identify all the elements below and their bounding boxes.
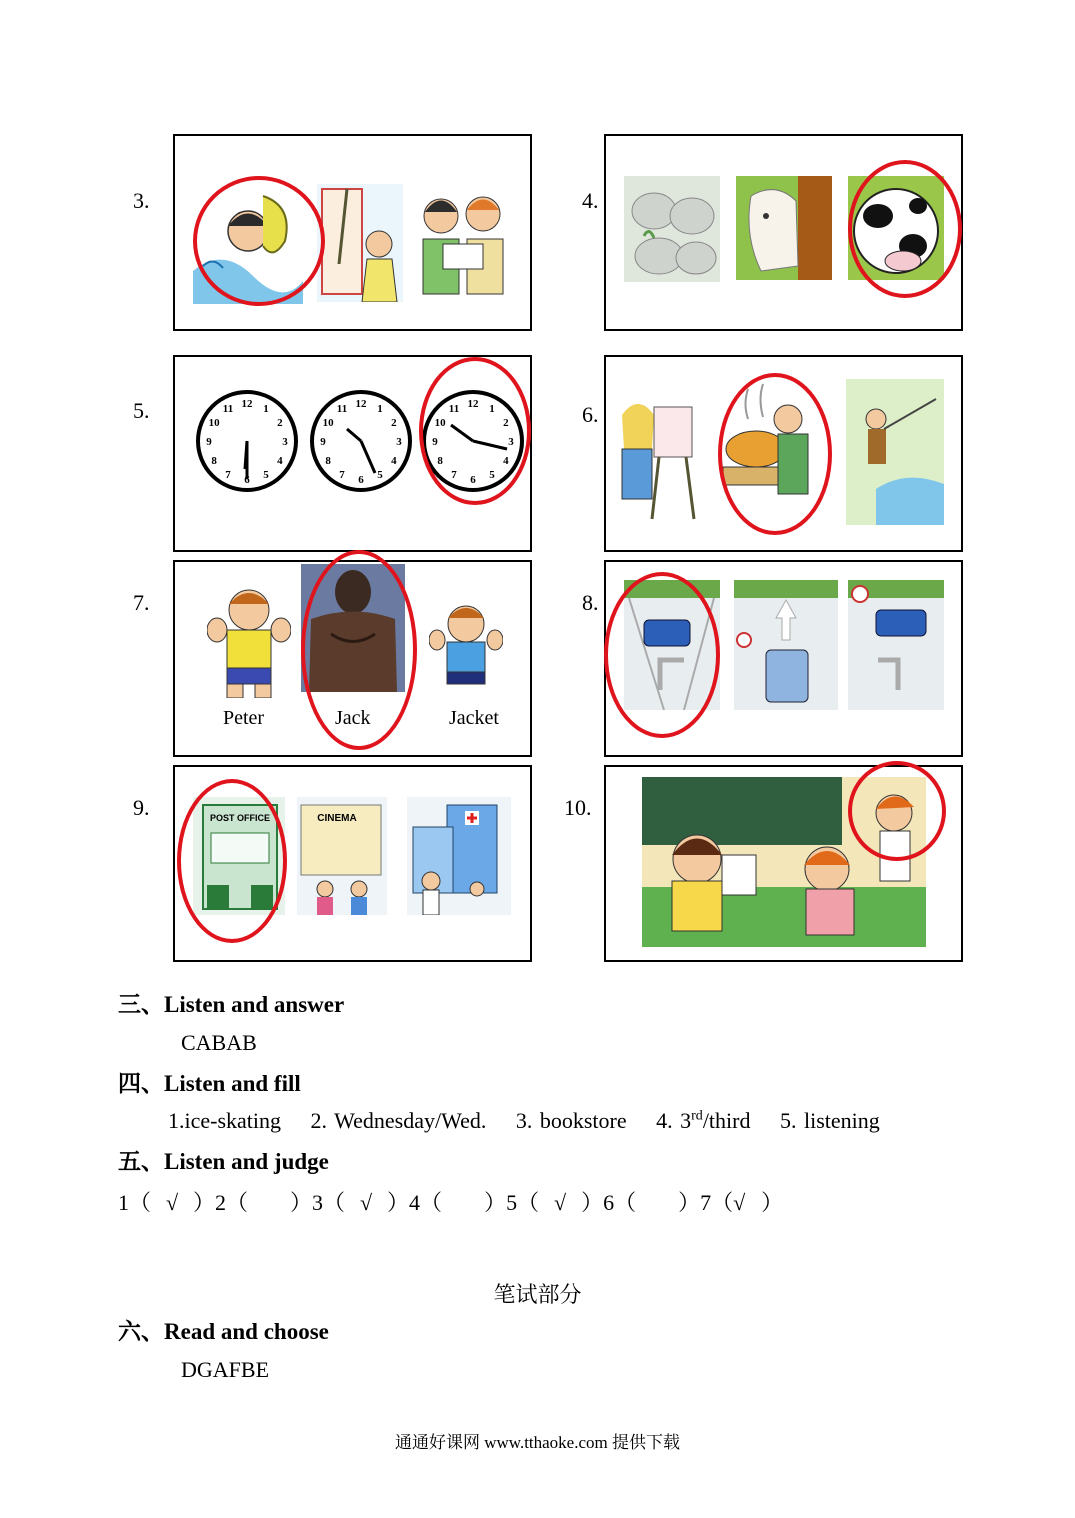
clock-six-thirty — [193, 385, 301, 497]
answer-circle — [193, 176, 325, 306]
cinema-sign: CINEMA — [317, 813, 357, 824]
clock-numeral: 4 — [391, 455, 397, 467]
answer-circle — [301, 550, 417, 750]
judge-item: ）6（ — [581, 1190, 637, 1215]
sheep-picture — [624, 176, 720, 282]
picture-box-q6 — [604, 355, 963, 552]
footer-credit: 通通好课网 www.tthaoke.com 提供下载 — [394, 1433, 681, 1452]
answer-circle — [848, 761, 946, 861]
clock-numeral: 2 — [391, 417, 397, 429]
judge-item: ）2（ — [193, 1190, 249, 1215]
section-heading: 四、Listen and fill — [118, 1071, 301, 1096]
judge-mark: √ — [554, 1190, 567, 1215]
fill-answers — [168, 1108, 902, 1134]
question-number: 9. — [133, 795, 150, 820]
picture-box-q10 — [604, 765, 963, 962]
hospital-picture — [407, 797, 511, 915]
picture-box-q9 — [173, 765, 532, 962]
fill-answer-item: 4. 3rd/third — [656, 1108, 751, 1133]
clock-numeral: 1 — [489, 403, 495, 416]
picture-box-q5 — [173, 355, 532, 552]
painting-picture — [614, 379, 700, 525]
fill-answer-item: 5. listening — [779, 1108, 880, 1133]
picture-box-q7 — [173, 560, 532, 757]
clock-numeral: 12 — [467, 398, 479, 410]
judge-item: ）3（ — [290, 1190, 346, 1215]
clock-numeral: 6 — [358, 474, 364, 486]
clock-numeral: 5 — [377, 468, 383, 481]
question-number: 4. — [582, 188, 599, 213]
clock-numeral: 9 — [320, 436, 326, 448]
clock-numeral: 8 — [211, 455, 217, 467]
clock-numeral: 4 — [503, 455, 509, 467]
section-heading: 三、Listen and answer — [118, 992, 345, 1017]
clock-numeral: 6 — [470, 474, 476, 486]
fill-answer-item: 2. Wednesday/Wed. — [310, 1108, 487, 1133]
cinema-picture — [297, 797, 387, 915]
picture-box-q8 — [604, 560, 963, 757]
clock-numeral: 10 — [208, 417, 220, 429]
clock-numeral: 2 — [277, 417, 283, 429]
clock-numeral: 7 — [451, 468, 457, 481]
question-number: 7. — [133, 590, 150, 615]
clock-numeral: 3 — [282, 436, 288, 448]
question-number: 8. — [582, 590, 599, 615]
section-heading: 六、Read and choose — [118, 1319, 329, 1344]
character-label: Peter — [223, 707, 265, 729]
question-number: 5. — [133, 398, 150, 423]
judge-mark: √ — [360, 1190, 373, 1215]
clock-numeral: 3 — [396, 436, 402, 448]
section-answer: CABAB — [181, 1030, 257, 1055]
clock-numeral: 3 — [508, 436, 514, 448]
judge-item: ） — [761, 1190, 784, 1215]
judge-item: 1（ — [118, 1190, 152, 1215]
clock-numeral: 6 — [244, 474, 250, 486]
character-label: Jacket — [449, 707, 499, 729]
clock-numeral: 2 — [503, 417, 509, 429]
jacket-picture — [429, 598, 503, 698]
clock-numeral: 4 — [277, 455, 283, 467]
answer-circle — [604, 572, 720, 738]
clock-numeral: 11 — [222, 403, 234, 416]
answer-circle — [848, 160, 962, 298]
judge-item: ）5（ — [484, 1190, 540, 1215]
question-number: 10. — [564, 795, 592, 820]
question-number: 6. — [582, 402, 599, 427]
question-number: 3. — [133, 188, 150, 213]
clock-numeral: 8 — [437, 455, 443, 467]
section-heading: 五、Listen and judge — [118, 1149, 329, 1174]
written-part-title: 笔试部分 — [493, 1282, 582, 1307]
clock-four-twenty-five — [307, 385, 415, 497]
fill-answer-item: 3. bookstore — [515, 1108, 627, 1133]
character-label: Jack — [335, 707, 371, 729]
turn-left-road-picture — [848, 580, 944, 710]
clock-numeral: 12 — [241, 398, 253, 410]
clock-numeral: 11 — [336, 403, 348, 416]
judge-item: ）4（ — [387, 1190, 443, 1215]
clock-numeral: 9 — [206, 436, 212, 448]
clock-numeral: 12 — [355, 398, 367, 410]
clock-numeral: 5 — [263, 468, 269, 481]
section-answer: DGAFBE — [181, 1357, 270, 1382]
go-straight-road-picture — [734, 580, 838, 710]
reading-picture — [413, 184, 513, 302]
clock-numeral: 1 — [377, 403, 383, 416]
drawing-picture — [317, 184, 403, 302]
answer-circle — [177, 779, 287, 943]
clock-numeral: 5 — [489, 468, 495, 481]
fishing-picture — [846, 379, 944, 525]
picture-box-q3 — [173, 134, 532, 331]
clock-numeral: 1 — [263, 403, 269, 416]
clock-numeral: 9 — [432, 436, 438, 448]
clock-numeral: 7 — [225, 468, 231, 481]
picture-box-q4 — [604, 134, 963, 331]
clock-numeral: 10 — [434, 417, 446, 429]
judge-answers — [118, 1186, 787, 1217]
peter-picture — [207, 580, 291, 698]
clock-numeral: 10 — [322, 417, 334, 429]
clock-numeral: 8 — [325, 455, 331, 467]
post-office-sign: POST OFFICE — [209, 813, 271, 823]
horse-picture — [736, 176, 832, 280]
judge-item: ）7（√ — [678, 1190, 746, 1215]
judge-mark: √ — [165, 1190, 179, 1215]
answer-circle — [419, 357, 531, 505]
clock-numeral: 11 — [448, 403, 460, 416]
clock-numeral: 7 — [339, 468, 345, 481]
fill-answer-item: 1.ice-skating — [168, 1108, 282, 1133]
answer-circle — [718, 373, 832, 535]
